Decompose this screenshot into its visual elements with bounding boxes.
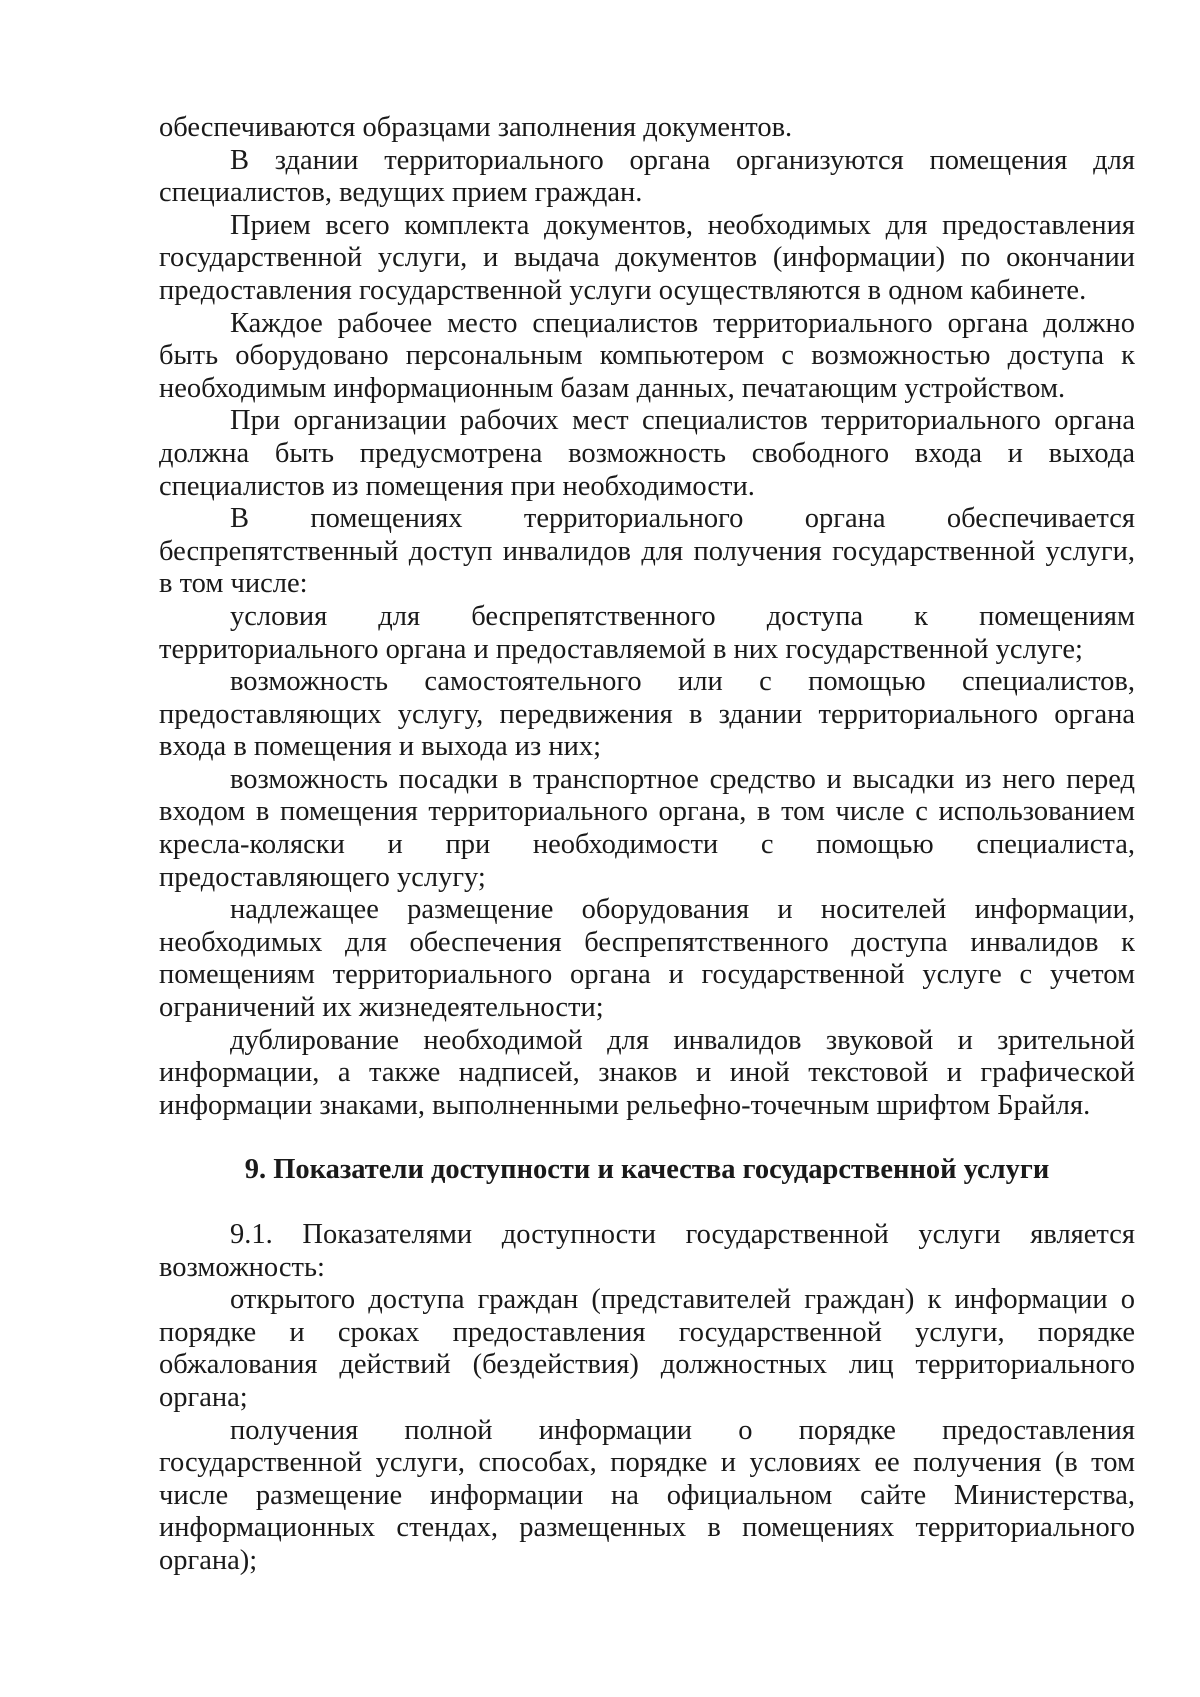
list-item: условия для беспрепятственного доступа к помещениям территориального органа и предоставляемой в них государственной услуге; bbox=[159, 600, 1135, 665]
list-item: дублирование необходимой для инвалидов звуковой и зрительной информации, а также надписей, знаков и иной текстовой и графической информации знаками, выполненными рельефно-точечным шрифтом Брайля. bbox=[159, 1024, 1135, 1121]
paragraph: обеспечиваются образцами заполнения документов. bbox=[159, 112, 793, 143]
list-item: получения полной информации о порядке предоставления государственной услуги, способах, порядке и условиях ее получения (в том числе размещение информации на официальном сайте Министерства, информационных стендах, размещенных в помещениях территориального органа); bbox=[159, 1414, 1135, 1576]
paragraph: 9.1. Показателями доступности государственной услуги является возможность: bbox=[159, 1219, 1135, 1283]
paragraph: В здании территориального органа организуются помещения для специалистов, ведущих прием граждан. bbox=[159, 144, 1135, 209]
section-title: 9. Показатели доступности и качества государственной услуги bbox=[244, 1154, 1050, 1186]
paragraph: В помещениях территориального органа обеспечивается беспрепятственный доступ инвалидов для получения государственной услуги, в том числе: bbox=[159, 503, 1135, 600]
document-page bbox=[159, 112, 1135, 1578]
list-item: открытого доступа граждан (представителей граждан) к информации о порядке и сроках предоставления государственной услуги, порядке обжалования действий (бездействия) должностных лиц территориального органа; bbox=[159, 1284, 1135, 1413]
paragraph: Прием всего комплекта документов, необходимых для предоставления государственной услуги, и выдача документов (информации) по окончании предоставления государственной услуги осуществляются в одном кабинете. bbox=[159, 209, 1135, 306]
paragraph: Каждое рабочее место специалистов территориального органа должно быть оборудовано персональным компьютером с возможностью доступа к необходимым информационным базам данных, печатающим устройством. bbox=[159, 307, 1135, 404]
list-item: надлежащее размещение оборудования и носителей информации, необходимых для обеспечения беспрепятственного доступа инвалидов к помещениям территориального органа и государственной услуге с учетом ограничений их жизнедеятельности; bbox=[159, 894, 1135, 1024]
paragraph: При организации рабочих мест специалистов территориального органа должна быть предусмотрена возможность свободного входа и выхода специалистов из помещения при необходимости. bbox=[159, 405, 1135, 502]
list-item: возможность самостоятельного или с помощью специалистов, предоставляющих услугу, передвижения в здании территориального органа входа в помещения и выхода из них; bbox=[159, 666, 1135, 763]
list-item: возможность посадки в транспортное средство и высадки из него перед входом в помещения территориального органа, в том числе с использованием кресла-коляски и при необходимости с помощью специалиста, предоставляющего услугу; bbox=[159, 763, 1135, 893]
